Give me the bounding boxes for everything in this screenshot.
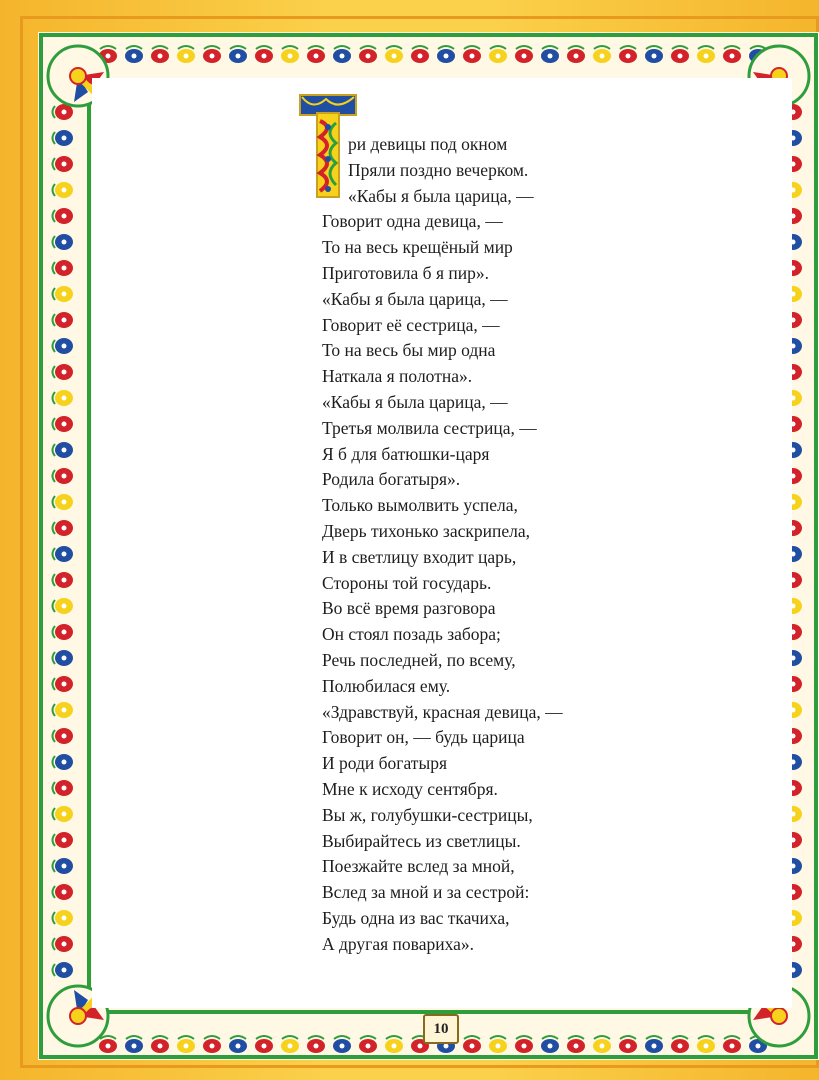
poem-line: Только вымолвить успела, bbox=[322, 495, 518, 516]
poem-line: Выбирайтесь из светлицы. bbox=[322, 830, 521, 851]
poem-line: Третья молвила сестрица, — bbox=[322, 417, 537, 438]
poem-line: Он стоял позадь забора; bbox=[322, 624, 501, 645]
poem-line: Родила богатыря». bbox=[322, 469, 461, 490]
poem-line: «Кабы я была царица, — bbox=[322, 288, 508, 309]
poem-line: «Кабы я была царица, — bbox=[348, 185, 534, 206]
poem-text bbox=[322, 132, 662, 958]
poem-line: ри девицы под окном bbox=[348, 134, 508, 154]
poem-line: Поезжайте вслед за мной, bbox=[322, 856, 515, 877]
poem-line: Я б для батюшки-царя bbox=[322, 443, 490, 464]
poem-line: То на весь бы мир одна bbox=[322, 340, 496, 361]
poem-line: «Здравствуй, красная девица, — bbox=[322, 701, 563, 722]
poem-line: И в светлицу входит царь, bbox=[322, 546, 517, 567]
poem-line: Вы ж, голубушки-сестрицы, bbox=[322, 804, 533, 825]
poem-line: Мне к исходу сентября. bbox=[322, 778, 498, 799]
poem-line: «Кабы я была царица, — bbox=[322, 391, 508, 412]
poem-line: А другая повариха». bbox=[322, 933, 474, 954]
poem-line: Речь последней, по всему, bbox=[322, 649, 516, 670]
poem-line: То на весь крещёный мир bbox=[322, 237, 513, 258]
poem-line: Наткала я полотна». bbox=[322, 366, 473, 387]
poem-line: Вслед за мной и за сестрой: bbox=[322, 882, 530, 903]
poem-line: Приготовила б я пир». bbox=[322, 262, 489, 283]
poem-line: Во всё время разговора bbox=[322, 598, 496, 619]
poem-line: Говорит он, — будь царица bbox=[322, 727, 525, 748]
poem-line: Будь одна из вас ткачиха, bbox=[322, 907, 510, 928]
poem-line: Пряли поздно вечерком. bbox=[348, 159, 529, 180]
poem-line: Полюбилася ему. bbox=[322, 675, 451, 696]
poem-line: Говорит одна девица, — bbox=[322, 211, 503, 232]
poem-line: Говорит её сестрица, — bbox=[322, 314, 500, 335]
poem-line: И роди богатыря bbox=[322, 753, 448, 774]
poem-line: Стороны той государь. bbox=[322, 572, 492, 593]
poem-line: Дверь тихонько заскрипела, bbox=[322, 520, 530, 541]
page-number: 10 bbox=[423, 1014, 459, 1044]
